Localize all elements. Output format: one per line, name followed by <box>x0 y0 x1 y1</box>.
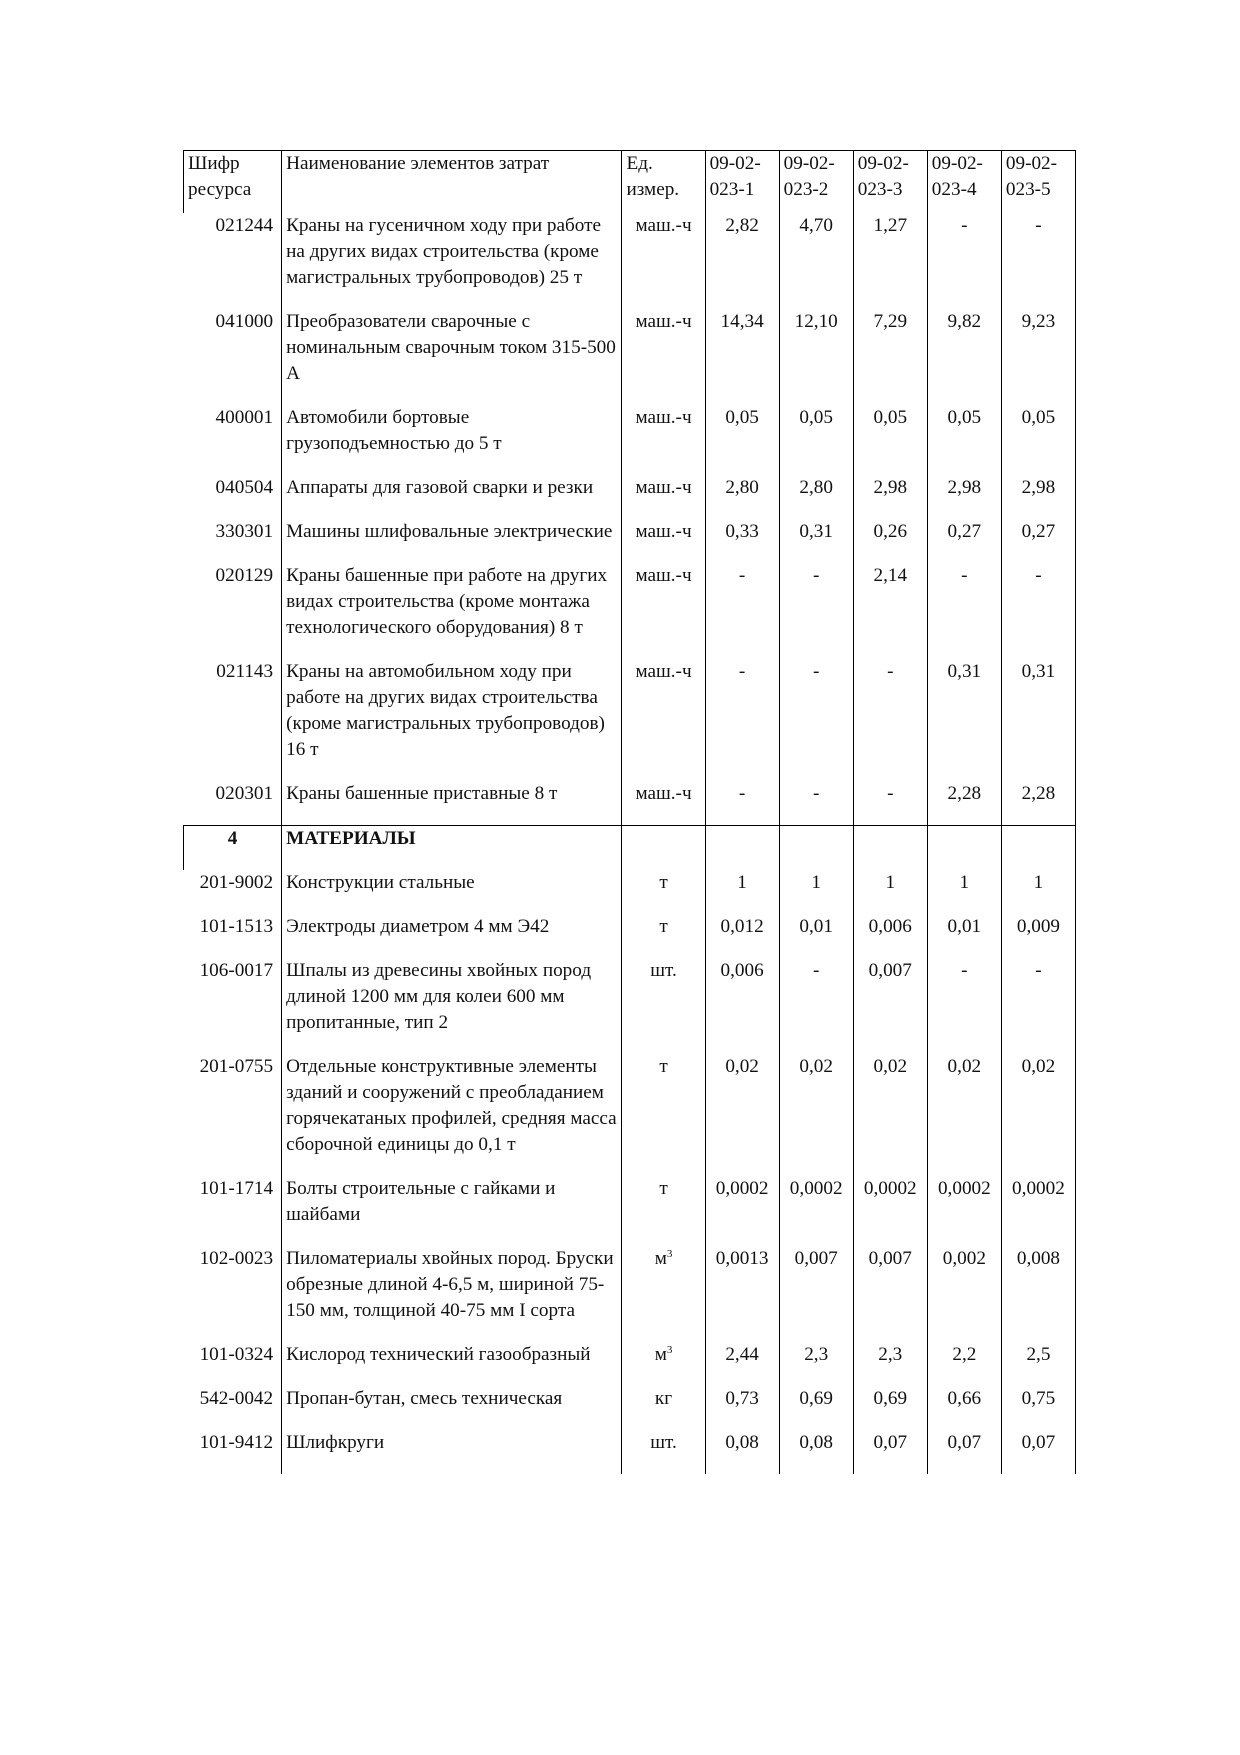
value-col-4: - <box>927 958 1001 1054</box>
header-name: Наименование элементов затрат <box>282 151 622 214</box>
value-col-3: 0,05 <box>853 405 927 475</box>
table-row <box>184 870 1076 914</box>
machines-section <box>184 213 1076 826</box>
resource-code: 021143 <box>216 661 274 682</box>
header-col-1: 09-02-023-1 <box>705 151 779 214</box>
materials-section <box>184 870 1076 1474</box>
resource-code: 021244 <box>215 215 274 236</box>
value-col-1: - <box>705 781 779 826</box>
value-col-5: 2,28 <box>1001 781 1075 826</box>
value-col-4: - <box>927 213 1001 309</box>
value-col-5: 0,0002 <box>1001 1176 1075 1246</box>
value-col-1: 0,33 <box>705 519 779 563</box>
value-col-3: 2,3 <box>853 1342 927 1386</box>
unit-text: т <box>659 1178 668 1199</box>
unit-cell <box>622 213 705 309</box>
unit-cell <box>622 405 705 475</box>
value-col-2: 2,80 <box>779 475 853 519</box>
table-row <box>184 1386 1076 1430</box>
value-col-2: 1 <box>779 870 853 914</box>
value-col-1: 1 <box>705 870 779 914</box>
resource-name: Кислород технический газообразный <box>282 1342 622 1386</box>
value-col-2: 0,69 <box>779 1386 853 1430</box>
unit-cell <box>622 1342 705 1386</box>
value-col-3: 0,69 <box>853 1386 927 1430</box>
section-title: МАТЕРИАЛЫ <box>282 826 622 871</box>
header-unit: Ед. измер. <box>622 151 705 214</box>
resource-code: 330301 <box>215 521 274 542</box>
value-col-5: - <box>1001 563 1075 659</box>
resource-code: 101-1714 <box>199 1178 274 1199</box>
table-row <box>184 475 1076 519</box>
resource-code: 102-0023 <box>199 1248 274 1269</box>
value-col-1: 0,08 <box>705 1430 779 1474</box>
unit-text: маш.-ч <box>635 521 692 542</box>
resource-code: 542-0042 <box>199 1388 274 1409</box>
unit-cell <box>622 1430 705 1474</box>
value-col-1: - <box>705 563 779 659</box>
value-col-2: 0,05 <box>779 405 853 475</box>
value-col-2: 0,31 <box>779 519 853 563</box>
unit-cell <box>622 958 705 1054</box>
unit-text: т <box>659 872 668 893</box>
resource-code: 020301 <box>215 783 274 804</box>
table-row <box>184 781 1076 826</box>
value-col-4: 1 <box>927 870 1001 914</box>
resource-name: Болты строительные с гайками и шайбами <box>282 1176 622 1246</box>
unit-cell <box>622 1246 705 1342</box>
unit-cell <box>622 1386 705 1430</box>
value-col-1: 14,34 <box>705 309 779 405</box>
resource-name: Краны башенные при работе на других видах строительства (кроме монтажа технологического оборудования) 8 т <box>282 563 622 659</box>
document-page <box>183 150 1076 1474</box>
unit-text: маш.-ч <box>635 783 692 804</box>
value-col-3: 2,98 <box>853 475 927 519</box>
value-col-5: 1 <box>1001 870 1075 914</box>
unit-cell <box>622 519 705 563</box>
unit-cell <box>622 870 705 914</box>
unit-text: маш.-ч <box>635 661 692 682</box>
value-col-5: 0,008 <box>1001 1246 1075 1342</box>
value-col-1: 0,02 <box>705 1054 779 1176</box>
table-row <box>184 958 1076 1054</box>
unit-cell <box>622 659 705 781</box>
unit-text: шт. <box>650 1432 677 1453</box>
unit-text: м <box>654 1248 667 1269</box>
value-col-2: 4,70 <box>779 213 853 309</box>
value-col-3: - <box>853 781 927 826</box>
table-row <box>184 405 1076 475</box>
unit-text: т <box>659 916 668 937</box>
value-col-1: 2,82 <box>705 213 779 309</box>
value-col-3: 0,0002 <box>853 1176 927 1246</box>
resource-name: Электроды диаметром 4 мм Э42 <box>282 914 622 958</box>
resource-name: Машины шлифовальные электрические <box>282 519 622 563</box>
table-row <box>184 1342 1076 1386</box>
table-row <box>184 519 1076 563</box>
resource-name: Конструкции стальные <box>282 870 622 914</box>
unit-cell <box>622 914 705 958</box>
unit-text: маш.-ч <box>635 477 692 498</box>
unit-text: маш.-ч <box>635 565 692 586</box>
resource-name: Краны на гусеничном ходу при работе на других видах строительства (кроме магистральных трубопроводов) 25 т <box>282 213 622 309</box>
resource-table <box>183 150 1076 1474</box>
resource-code: 040504 <box>215 477 274 498</box>
value-col-4: 9,82 <box>927 309 1001 405</box>
resource-name: Аппараты для газовой сварки и резки <box>282 475 622 519</box>
resource-name: Преобразователи сварочные с номинальным сварочным током 315-500 А <box>282 309 622 405</box>
resource-name: Автомобили бортовые грузоподъемностью до 5 т <box>282 405 622 475</box>
value-col-2: 0,02 <box>779 1054 853 1176</box>
resource-code: 106-0017 <box>199 960 274 981</box>
value-col-1: - <box>705 659 779 781</box>
unit-cell <box>622 1054 705 1176</box>
table-row <box>184 563 1076 659</box>
value-col-5: 2,98 <box>1001 475 1075 519</box>
unit-text: т <box>659 1056 668 1077</box>
unit-text: маш.-ч <box>635 215 692 236</box>
value-col-4: 0,01 <box>927 914 1001 958</box>
resource-code: 101-0324 <box>199 1344 274 1365</box>
value-col-2: 0,01 <box>779 914 853 958</box>
value-col-1: 0,73 <box>705 1386 779 1430</box>
value-col-2: 2,3 <box>779 1342 853 1386</box>
resource-name: Шлифкруги <box>282 1430 622 1474</box>
value-col-5: 2,5 <box>1001 1342 1075 1386</box>
value-col-1: 2,44 <box>705 1342 779 1386</box>
unit-text: маш.-ч <box>635 311 692 332</box>
value-col-3: 0,007 <box>853 958 927 1054</box>
resource-name: Пиломатериалы хвойных пород. Бруски обрезные длиной 4-6,5 м, шириной 75-150 мм, толщиной 40-75 мм I сорта <box>282 1246 622 1342</box>
value-col-2: - <box>779 563 853 659</box>
table-row <box>184 1176 1076 1246</box>
value-col-2: - <box>779 781 853 826</box>
value-col-3: 0,07 <box>853 1430 927 1474</box>
table-row <box>184 1430 1076 1474</box>
value-col-4: 0,27 <box>927 519 1001 563</box>
table-row <box>184 659 1076 781</box>
unit-text: кг <box>654 1388 673 1409</box>
table-row <box>184 213 1076 309</box>
value-col-3: - <box>853 659 927 781</box>
value-col-2: 12,10 <box>779 309 853 405</box>
value-col-5: 9,23 <box>1001 309 1075 405</box>
resource-name: Шпалы из древесины хвойных пород длиной 1200 мм для колеи 600 мм пропитанные, тип 2 <box>282 958 622 1054</box>
resource-code: 020129 <box>215 565 274 586</box>
value-col-5: 0,75 <box>1001 1386 1075 1430</box>
table-row <box>184 914 1076 958</box>
unit-text: м <box>654 1344 667 1365</box>
value-col-2: 0,007 <box>779 1246 853 1342</box>
value-col-4: 2,98 <box>927 475 1001 519</box>
resource-code: 201-0755 <box>199 1056 274 1077</box>
value-col-5: 0,27 <box>1001 519 1075 563</box>
resource-name: Пропан-бутан, смесь техническая <box>282 1386 622 1430</box>
header-col-2: 09-02-023-2 <box>779 151 853 214</box>
value-col-1: 0,006 <box>705 958 779 1054</box>
value-col-5: 0,009 <box>1001 914 1075 958</box>
resource-code: 201-9002 <box>199 872 274 893</box>
value-col-4: 0,0002 <box>927 1176 1001 1246</box>
table-row <box>184 1054 1076 1176</box>
value-col-3: 0,26 <box>853 519 927 563</box>
value-col-4: 2,2 <box>927 1342 1001 1386</box>
value-col-2: 0,08 <box>779 1430 853 1474</box>
value-col-2: 0,0002 <box>779 1176 853 1246</box>
resource-code: 041000 <box>215 311 274 332</box>
value-col-1: 0,0002 <box>705 1176 779 1246</box>
unit-text: шт. <box>650 960 677 981</box>
value-col-1: 0,05 <box>705 405 779 475</box>
value-col-3: 0,02 <box>853 1054 927 1176</box>
value-col-3: 1,27 <box>853 213 927 309</box>
value-col-5: 0,02 <box>1001 1054 1075 1176</box>
value-col-1: 0,0013 <box>705 1246 779 1342</box>
section-number: 4 <box>184 826 282 871</box>
value-col-3: 1 <box>853 870 927 914</box>
unit-cell <box>622 475 705 519</box>
value-col-3: 7,29 <box>853 309 927 405</box>
value-col-5: 0,07 <box>1001 1430 1075 1474</box>
unit-cell <box>622 309 705 405</box>
unit-cell <box>622 1176 705 1246</box>
header-col-4: 09-02-023-4 <box>927 151 1001 214</box>
unit-cell <box>622 781 705 826</box>
resource-code: 101-1513 <box>199 916 274 937</box>
value-col-1: 0,012 <box>705 914 779 958</box>
value-col-3: 0,006 <box>853 914 927 958</box>
header-code: Шифр ресурса <box>184 151 282 214</box>
unit-superscript: 3 <box>666 1344 673 1356</box>
value-col-4: - <box>927 563 1001 659</box>
value-col-4: 0,05 <box>927 405 1001 475</box>
value-col-4: 0,66 <box>927 1386 1001 1430</box>
unit-cell <box>622 563 705 659</box>
value-col-5: - <box>1001 213 1075 309</box>
resource-name: Краны на автомобильном ходу при работе на других видах строительства (кроме магистральных трубопроводов) 16 т <box>282 659 622 781</box>
resource-code: 400001 <box>215 407 274 428</box>
value-col-4: 0,31 <box>927 659 1001 781</box>
section-row <box>184 826 1076 871</box>
value-col-2: - <box>779 958 853 1054</box>
value-col-4: 0,02 <box>927 1054 1001 1176</box>
resource-name: Краны башенные приставные 8 т <box>282 781 622 826</box>
value-col-5: 0,31 <box>1001 659 1075 781</box>
value-col-4: 0,002 <box>927 1246 1001 1342</box>
value-col-5: - <box>1001 958 1075 1054</box>
resource-code: 101-9412 <box>199 1432 274 1453</box>
header-col-3: 09-02-023-3 <box>853 151 927 214</box>
header-col-5: 09-02-023-5 <box>1001 151 1075 214</box>
table-row <box>184 309 1076 405</box>
unit-text: маш.-ч <box>635 407 692 428</box>
value-col-2: - <box>779 659 853 781</box>
table-row <box>184 1246 1076 1342</box>
value-col-5: 0,05 <box>1001 405 1075 475</box>
table-header-row <box>184 151 1076 214</box>
resource-name: Отдельные конструктивные элементы зданий и сооружений с преобладанием горячекатаных профилей, средняя масса сборочной единицы до 0,1 т <box>282 1054 622 1176</box>
value-col-3: 2,14 <box>853 563 927 659</box>
unit-superscript: 3 <box>666 1248 673 1260</box>
materials-section-header <box>184 826 1076 871</box>
value-col-4: 0,07 <box>927 1430 1001 1474</box>
value-col-3: 0,007 <box>853 1246 927 1342</box>
value-col-1: 2,80 <box>705 475 779 519</box>
value-col-4: 2,28 <box>927 781 1001 826</box>
